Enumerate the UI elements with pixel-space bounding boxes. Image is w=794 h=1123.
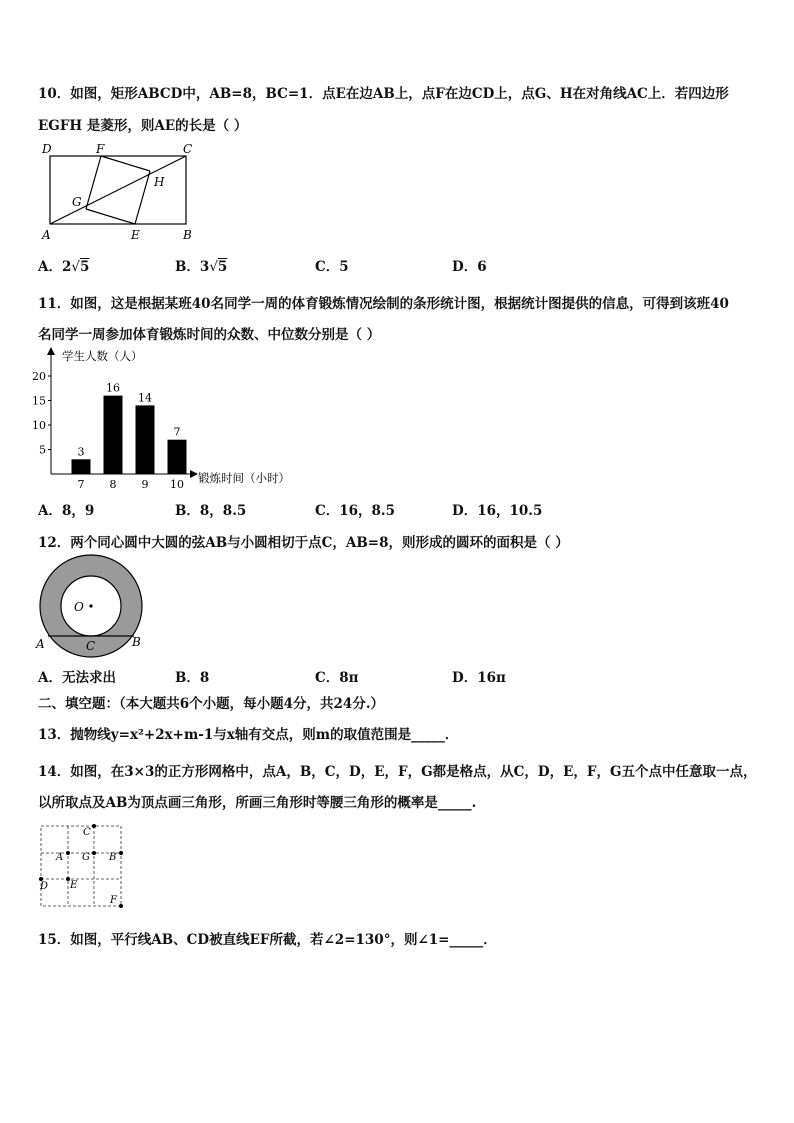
q10-option-a[interactable]: A．2√5 bbox=[38, 259, 90, 275]
q14-label-d: D bbox=[40, 881, 49, 892]
q10-option-b[interactable]: B．3√5 bbox=[175, 259, 228, 275]
q14-label-a: A bbox=[56, 852, 64, 863]
q10-stem-line2: EGFH 是菱形，则AE的长是（ ） bbox=[38, 118, 248, 134]
q14-label-b: B bbox=[109, 852, 117, 863]
q14-point-g bbox=[92, 851, 96, 855]
q11-stem-line1: 11．如图，这是根据某班40名同学一周的体育锻炼情况绘制的条形统计图，根据统计图提供的信息，可得到该班40 bbox=[38, 296, 729, 312]
chart-x-axis-arrow bbox=[190, 470, 198, 478]
q14-point-a bbox=[66, 851, 70, 855]
q14-label-e: E bbox=[70, 880, 78, 891]
q11-option-d[interactable]: D．16，10.5 bbox=[452, 503, 543, 519]
q11-stem-line2: 名同学一周参加体育锻炼时间的众数、中位数分别是（ ） bbox=[38, 327, 381, 343]
q14-label-g: G bbox=[82, 852, 90, 863]
q12-option-a[interactable]: A．无法求出 bbox=[38, 670, 116, 686]
data-label-7: 3 bbox=[77, 445, 85, 459]
y-tick-label: 15 bbox=[32, 394, 46, 408]
x-tick-label-9: 9 bbox=[141, 478, 149, 491]
chart-y-axis-arrow bbox=[47, 347, 55, 355]
data-label-10: 7 bbox=[173, 425, 181, 439]
q10-label-c: C bbox=[183, 142, 193, 156]
q10-stem-line1: 10．如图，矩形ABCD中，AB=8，BC=1．点E在边AB上，点F在边CD上，点G、H在对角线AC上．若四边形 bbox=[38, 86, 729, 102]
q14-point-b bbox=[119, 851, 123, 855]
q14-label-c: C bbox=[83, 827, 91, 838]
bar-7 bbox=[72, 459, 91, 474]
y-tick-label: 10 bbox=[32, 419, 46, 432]
q10-rectangle-figure bbox=[38, 140, 208, 244]
bar-9 bbox=[136, 405, 155, 474]
q14-grid-figure bbox=[34, 820, 130, 912]
q10-label-a: A bbox=[42, 228, 51, 242]
section2-heading: 二、填空题：（本大题共6个小题，每小题4分，共24分.） bbox=[38, 696, 385, 712]
chart-x-label: 锻炼时间（小时） bbox=[198, 471, 290, 485]
q15-stem-line1: 15．如图，平行线AB、CD被直线EF所截，若∠2=130°，则∠1=_____． bbox=[38, 932, 497, 948]
bar-10 bbox=[168, 440, 187, 474]
q12-label-a: A bbox=[36, 637, 45, 651]
q11-bar-chart bbox=[34, 346, 314, 492]
q11-option-a[interactable]: A．8，9 bbox=[38, 503, 95, 519]
q10-label-b: B bbox=[183, 228, 192, 242]
q11-option-c[interactable]: C．16，8.5 bbox=[315, 503, 396, 519]
q10-label-f: F bbox=[96, 142, 105, 156]
q10-label-e: E bbox=[131, 228, 140, 242]
q12-option-c[interactable]: C．8π bbox=[315, 670, 359, 686]
x-tick-label-7: 7 bbox=[77, 478, 85, 491]
q12-label-b: B bbox=[132, 635, 141, 649]
q11-option-b[interactable]: B．8，8.5 bbox=[175, 503, 247, 519]
y-tick-label: 5 bbox=[39, 443, 46, 457]
q14-point-f bbox=[119, 904, 123, 908]
q10-label-h: H bbox=[154, 175, 165, 189]
q12-option-d[interactable]: D．16π bbox=[452, 670, 506, 686]
q10-label-g: G bbox=[72, 195, 82, 209]
data-label-8: 16 bbox=[106, 381, 120, 395]
chart-y-label: 学生人数（人） bbox=[62, 349, 143, 363]
q13-stem-line1: 13．抛物线y=x²+2x+m-1与x轴有交点，则m的取值范围是_____． bbox=[38, 727, 459, 743]
data-label-9: 14 bbox=[138, 391, 152, 405]
x-tick-label-8: 8 bbox=[109, 478, 117, 491]
q12-ring-figure bbox=[34, 556, 144, 656]
q12-stem-line1: 12．两个同心圆中大圆的弦AB与小圆相切于点C，AB=8，则形成的圆环的面积是（ ） bbox=[38, 535, 569, 551]
x-tick-label-10: 10 bbox=[170, 478, 184, 491]
q10-option-d[interactable]: D．6 bbox=[452, 259, 487, 275]
q10-label-d: D bbox=[42, 142, 52, 156]
q14-point-c bbox=[92, 824, 96, 828]
q10-option-c[interactable]: C．5 bbox=[315, 259, 349, 275]
y-tick-label: 20 bbox=[32, 370, 46, 383]
q12-label-o: O bbox=[74, 600, 84, 614]
q14-label-f: F bbox=[110, 895, 117, 906]
q12-option-b[interactable]: B．8 bbox=[175, 670, 210, 686]
q12-center-dot bbox=[89, 604, 92, 607]
q14-stem-line1: 14．如图，在3×3的正方形网格中，点A，B，C，D，E，F，G都是格点，从C，D，E，F，G五个点中任意取一点， bbox=[38, 764, 757, 780]
bar-8 bbox=[104, 396, 123, 474]
q14-stem-line2: 以所取点及AB为顶点画三角形，所画三角形时等腰三角形的概率是_____. bbox=[38, 795, 477, 811]
q12-label-c: C bbox=[86, 639, 96, 653]
